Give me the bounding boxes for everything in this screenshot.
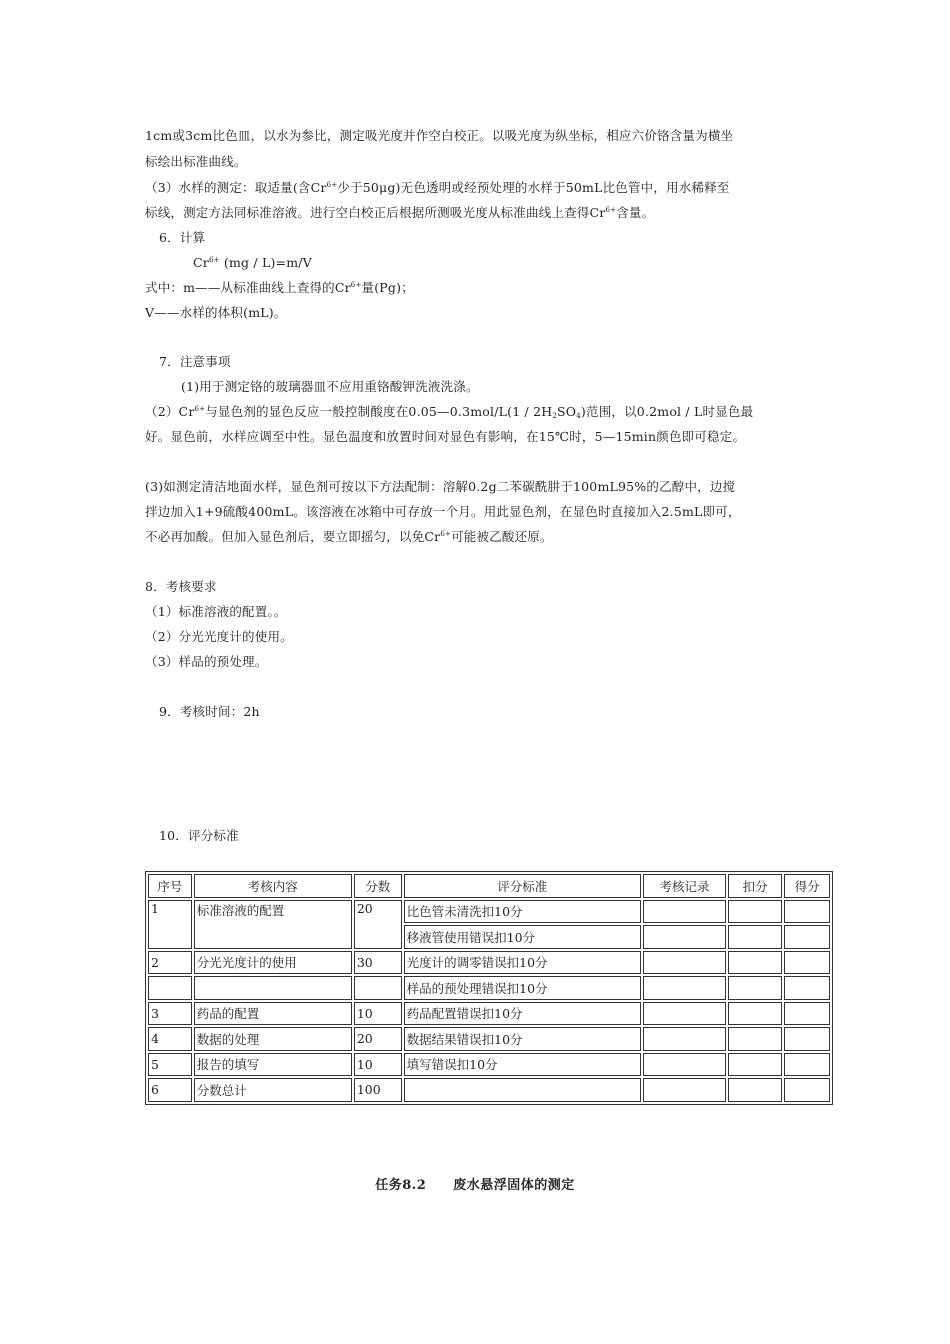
table-cell — [784, 1027, 830, 1051]
table-cell: 100 — [354, 1078, 402, 1102]
text-line: V——水样的体积(mL)。 — [145, 305, 287, 320]
table-cell — [728, 1027, 782, 1051]
table-cell: 比色管未清洗扣10分 — [404, 900, 641, 924]
table-cell — [784, 900, 830, 924]
table-row — [148, 900, 830, 924]
text-line — [145, 280, 414, 296]
table-cell — [784, 1053, 830, 1077]
table-cell: 分光光度计的使用 — [194, 951, 352, 975]
table-cell — [643, 1078, 726, 1102]
table-row — [148, 1027, 830, 1051]
text-span: 量(Pg)； — [361, 280, 414, 295]
superscript: 6+ — [350, 281, 362, 289]
list-item: （1）标准溶液的配置。。 — [145, 604, 287, 619]
table-cell — [404, 1078, 641, 1102]
table-cell — [643, 900, 726, 924]
table-row — [148, 1002, 830, 1026]
formula — [193, 255, 312, 271]
text-line: (3)如测定清洁地面水样，显色剂可按以下方法配制：溶解0.2g二苯碳酰肼于100mL95%的乙醇中，边搅 — [145, 479, 736, 494]
text-span: （3）水样的测定：取适量(含Cr — [145, 180, 327, 195]
list-item: （2）分光光度计的使用。 — [145, 629, 293, 644]
table-cell: 5 — [148, 1053, 192, 1077]
table-row — [148, 1053, 830, 1077]
table-cell — [784, 976, 830, 1000]
table-cell: 分数总计 — [194, 1078, 352, 1102]
header-cell: 考核内容 — [194, 874, 352, 898]
text-line: 拌边加入1+9硫酸400mL。该溶液在冰箱中可存放一个月。用此显色剂，在显色时直接加入2.5mL即可， — [145, 504, 741, 519]
table-cell: 10 — [354, 1002, 402, 1026]
text-line — [145, 180, 730, 196]
superscript: 6+ — [440, 530, 452, 538]
table-cell: 数据的处理 — [194, 1027, 352, 1051]
table-cell: 报告的填写 — [194, 1053, 352, 1077]
superscript: 6+ — [605, 206, 617, 214]
table-cell: 20 — [354, 900, 402, 949]
text-span: )范围，以0.2mol / L时显色最 — [580, 404, 754, 419]
table-cell — [728, 1002, 782, 1026]
text-line: (1)用于测定铬的玻璃器皿不应用重铬酸钾洗液洗涤。 — [181, 379, 479, 394]
text-span: 不必再加酸。但加入显色剂后，要立即摇匀，以免Cr — [145, 529, 441, 544]
table-cell — [643, 1027, 726, 1051]
table-cell: 2 — [148, 951, 192, 975]
table-cell — [643, 1053, 726, 1077]
table-cell — [784, 1002, 830, 1026]
superscript: 6+ — [194, 405, 206, 413]
section-heading: 8．考核要求 — [145, 579, 217, 594]
text-span: (mg / L)=m/V — [223, 255, 312, 270]
header-cell: 评分标准 — [404, 874, 641, 898]
subscript: 4 — [576, 412, 581, 420]
table-cell — [728, 925, 782, 949]
text-span: 标线，测定方法同标准溶液。进行空白校正后根据所测吸光度从标准曲线上查得Cr — [145, 205, 606, 220]
table-cell — [784, 1078, 830, 1102]
table-cell: 光度计的调零错误扣10分 — [404, 951, 641, 975]
text-line: 好。显色前，水样应调至中性。显色温度和放置时间对显色有影响，在15℃时，5—15min颜色即可稳定。 — [145, 429, 746, 444]
table-row — [148, 951, 830, 975]
table-cell: 标准溶液的配置 — [194, 900, 352, 949]
table-cell — [728, 951, 782, 975]
text-span: 少于50μg)无色透明或经预处理的水样于50mL比色管中，用水稀释至 — [337, 180, 730, 195]
table-cell — [784, 951, 830, 975]
table-cell: 移液管使用错误扣10分 — [404, 925, 641, 949]
text-line: 标绘出标准曲线。 — [145, 154, 247, 169]
table-cell: 样品的预处理错误扣10分 — [404, 976, 641, 1000]
text-span: 式中：m——从标准曲线上查得的Cr — [145, 280, 351, 295]
table-cell: 4 — [148, 1027, 192, 1051]
text-span: 与显色剂的显色反应一般控制酸度在0.05—0.3mol/L(1 / 2H — [205, 404, 553, 419]
table-cell: 30 — [354, 951, 402, 975]
subscript: 2 — [552, 412, 558, 420]
header-cell: 扣分 — [728, 874, 782, 898]
section-heading: 7．注意事项 — [159, 354, 231, 369]
table-cell: 20 — [354, 1027, 402, 1051]
section-heading: 9．考核时间：2h — [159, 704, 260, 719]
header-cell: 考核记录 — [643, 874, 726, 898]
table-cell — [148, 976, 192, 1000]
task-title: 任务8.2 废水悬浮固体的测定 — [375, 1178, 575, 1193]
text-line — [145, 529, 553, 545]
table-cell: 6 — [148, 1078, 192, 1102]
text-line — [145, 404, 753, 420]
table-cell — [728, 900, 782, 924]
table-cell: 药品配置错误扣10分 — [404, 1002, 641, 1026]
table-row — [148, 1078, 830, 1102]
table-cell — [643, 925, 726, 949]
table-cell: 药品的配置 — [194, 1002, 352, 1026]
superscript: 6+ — [326, 181, 338, 189]
table-cell: 3 — [148, 1002, 192, 1026]
table-cell — [194, 976, 352, 1000]
section-heading: 10．评分标准 — [159, 828, 239, 843]
table-cell — [784, 925, 830, 949]
table-cell — [643, 951, 726, 975]
table-row — [148, 976, 830, 1000]
text-span: Cr — [193, 255, 209, 270]
section-heading: 6．计算 — [159, 230, 206, 245]
superscript: 6+ — [208, 256, 220, 264]
text-span: 可能被乙酸还原。 — [451, 529, 553, 544]
list-item: （3）样品的预处理。 — [145, 654, 268, 669]
table-cell — [643, 1002, 726, 1026]
table-cell — [728, 1053, 782, 1077]
table-cell: 数据结果错误扣10分 — [404, 1027, 641, 1051]
table-cell: 填写错误扣10分 — [404, 1053, 641, 1077]
table-cell — [354, 976, 402, 1000]
table-cell — [728, 1078, 782, 1102]
text-span: （2）Cr — [145, 404, 195, 419]
scoring-table — [145, 871, 833, 1105]
text-span: SO — [557, 404, 577, 419]
table-cell: 1 — [148, 900, 192, 949]
text-line — [145, 205, 654, 221]
table-cell — [728, 976, 782, 1000]
header-cell: 得分 — [784, 874, 830, 898]
table-header-row — [148, 874, 830, 898]
text-span: 含量。 — [616, 205, 655, 220]
header-cell: 分数 — [354, 874, 402, 898]
table-cell: 10 — [354, 1053, 402, 1077]
header-cell: 序号 — [148, 874, 192, 898]
table-cell — [643, 976, 726, 1000]
text-line: 1cm或3cm比色皿，以水为参比，测定吸光度并作空白校正。以吸光度为纵坐标，相应六价铬含量为横坐 — [145, 128, 734, 143]
